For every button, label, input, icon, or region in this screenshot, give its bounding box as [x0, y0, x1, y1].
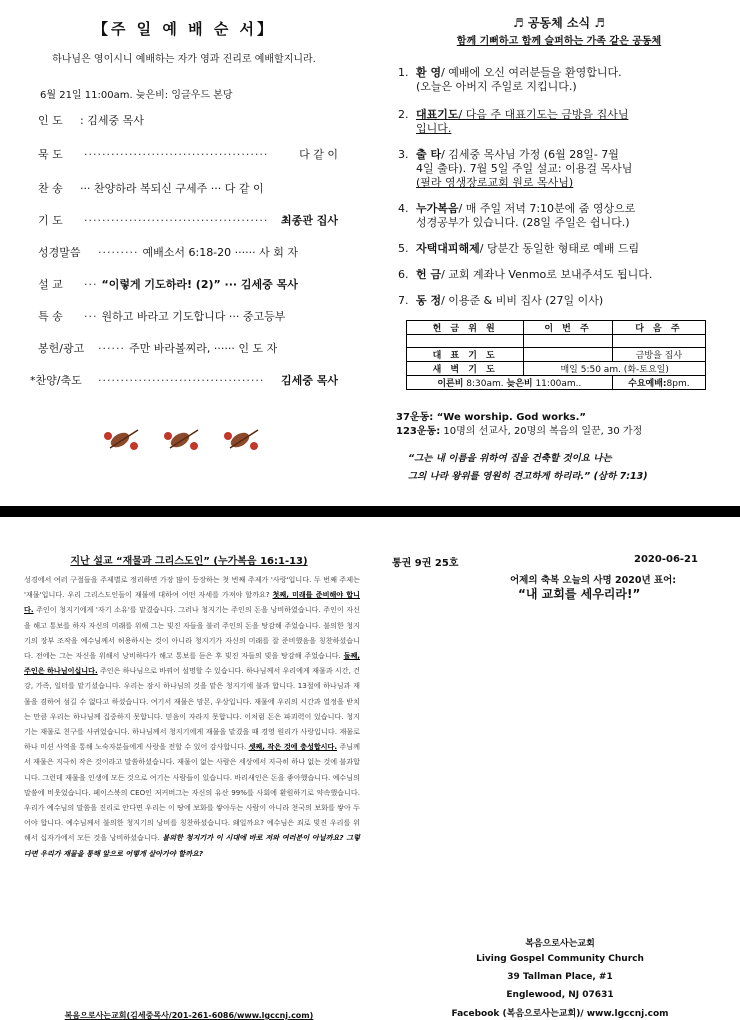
news-title: ♬ 공동체 소식 ♬	[512, 16, 605, 30]
table-header: 이 번 주	[524, 321, 612, 335]
worship-row-label: 찬 송	[38, 182, 63, 195]
news-item-text: / 이용준 & 비비 집사 (27일 이사)	[441, 294, 604, 307]
sermon-point: 둘째, 주인은 하나님이십니다.	[24, 651, 360, 676]
worship-row-benediction	[30, 372, 338, 388]
news-item-continuation: 성경공부가 있습니다. (28일 주일은 쉽니다.)	[416, 216, 630, 229]
table-cell: 새 벽 기 도	[407, 362, 524, 376]
worship-row-leader	[38, 112, 338, 128]
table-row	[407, 362, 706, 376]
table-cell	[407, 335, 524, 348]
news-item-prayer	[398, 108, 728, 136]
news-item-title: 헌 금	[416, 268, 442, 281]
worship-row-value: 최종관 집사	[281, 214, 338, 227]
service-label: 이른비	[437, 379, 464, 389]
worship-row-silent-prayer	[38, 146, 338, 162]
worship-row-value: 다 같 이	[299, 148, 338, 161]
news-item-number: 5.	[398, 242, 409, 255]
worship-row-label: 봉헌/광고	[38, 342, 85, 355]
table-cell: 대 표 기 도	[407, 348, 524, 362]
news-item-continuation: 입니다.	[416, 122, 452, 135]
worship-row-label: 설 교	[38, 278, 63, 291]
worship-row-label: 성경말씀	[38, 246, 81, 259]
table-cell	[612, 335, 705, 348]
service-label: 수요예배:	[628, 379, 667, 389]
news-item-text: / 김세중 목사님 가정 (6월 28일- 7월	[441, 148, 619, 161]
worship-date: 6월 21일 11:00am. 늦은비: 잉글우드 본당	[40, 90, 233, 101]
church-name-english: Living Gospel Community Church	[476, 954, 644, 964]
sermon-text: 주인은 하나님으로 바꿔어 설명할 수 있습니다. 하나님께서 우리에게 재물과 시간, 건강, 가족, 일터를 맡기셨습니다. 우리는 잠시 하나님의 것을 맡은 청지기에 불과 합니다. 13절에 하나님과 재물을 겸하여 섬길 수 없다고 하셨습니다. 여기서 재물은 맘몬, 우상입니다. 재물에 우리의 시간과 열정을 받치는 만큼 우리는 하나님께 집중하지 못합니다. 믿음이 자라지 못합니다. 이처럼 돈은 파괴력이 있습니다. 청지기는 재물로 친구를 사귀었습니다. 하나님께서 청지기에게 재물을 맡겼을 때 경영 원리가 사랑입니다. 재물로 하나 미션 사역을 통해 노숙자분들에게 사랑을 전할 수 있어 감사합니다.	[24, 666, 361, 752]
service-label: 늦은비	[506, 379, 533, 389]
table-header: 다 음 주	[612, 321, 705, 335]
news-item-number: 4.	[398, 202, 409, 215]
sermon-panel	[0, 520, 378, 1020]
news-subtitle: 함께 기뻐하고 함께 슬퍼하는 가족 같은 공동체	[456, 36, 662, 47]
news-item-title: 동 정	[416, 294, 442, 307]
news-item-continuation: (오늘은 아버지 주일로 지킵니다.)	[416, 80, 577, 93]
table-cell	[407, 376, 613, 390]
worship-title: 【주 일 예 배 순 서】	[92, 20, 276, 38]
news-item-number: 3.	[398, 148, 409, 161]
table-row	[407, 376, 706, 390]
news-item-number: 7.	[398, 294, 409, 307]
sermon-body	[24, 572, 360, 861]
news-item-welcome	[398, 66, 728, 94]
worship-row-label: 인 도	[38, 114, 63, 127]
worship-row-dots: ···	[84, 278, 98, 291]
worship-row-dots: ·········································	[84, 214, 269, 227]
news-item-number: 1.	[398, 66, 409, 79]
table-cell: 금방을 집사	[612, 348, 705, 362]
worship-row-prayer	[38, 212, 338, 228]
worship-row-value: “이렇게 기도하라! (2)” ··· 김세중 목사	[101, 278, 298, 291]
annual-slogan: “내 교회를 세우리라!”	[518, 587, 641, 601]
news-item-title: 누가복음	[416, 202, 459, 215]
worship-order-panel	[0, 0, 368, 500]
worship-row-value: 예배소서 6:18-20 ······ 사 회 자	[142, 246, 298, 259]
table-row	[407, 321, 706, 335]
sermon-text: 성경에서 여러 구절들을 주제별로 정리하면 가장 많이 등장하는 첫 번째 주제가 '사랑'입니다. 두 번째 주제는 '재물'입니다. 우리 그리스도인들이 재물에 대하여 어떤 자세를 가져야 할까요?	[24, 575, 360, 600]
scripture-quote	[408, 450, 728, 486]
news-item-title: 출 타	[416, 148, 442, 161]
sermon-text: 주님께서 재물은 지극히 작은 것이라고 말씀하셨습니다. 재물이 없는 사람은 세상에서 지극히 하나 없는 것에 불과합니다. 그런데 재물을 인생에 모든 것으로 여기는 사람들이 있습니다. 바리새인은 돈을 좋아했습니다. 예수님의 말씀에 비웃었습니다. 페이스북의 CEO인 저커버그는 자신의 유산 99%를 사회에 환원하기로 약속했습니다. 우리가 예수님의 말씀을 진리로 안다면 우리는 이 땅에 보화를 쌓아두는 사람이 아니라 천국의 보화를 쌓아 두어야 합니다. 예수님께서 불의한 청지기의 낭비를 칭찬하셨습니다. 왜일까요? 예수님은 죄로 빚진 우리를 위해서 십자가에서 모든 것을 낭비하셨습니다.	[24, 742, 360, 843]
worship-row-label: *찬양/축도	[30, 374, 82, 387]
table-header: 헌 금 위 원	[407, 321, 524, 335]
worship-row-value: : 김세중 목사	[80, 114, 144, 127]
news-item-offering	[398, 268, 728, 282]
news-item-text: / 다음 주 대표기도는 금방을 집사님	[458, 108, 629, 121]
church-name-korean: 복음으로사는교회	[525, 939, 595, 949]
news-item-continuation: 4일 출타). 7월 5일 주일 설교: 이용걸 목사님	[416, 162, 633, 175]
violin-roses-decoration	[100, 418, 280, 458]
sermon-footer: 복음으로사는교회(김세중목사/201-261-6086/www.lgccnj.com)	[64, 1011, 314, 1020]
campaign-text: “We worship. God works.”	[433, 412, 586, 423]
worship-row-offering	[38, 340, 338, 356]
bulletin-cover-panel	[380, 520, 740, 1020]
community-news-panel	[378, 0, 740, 500]
news-item-luke-study	[398, 202, 728, 230]
violin-rose-icon	[104, 430, 138, 450]
news-item-text: / 예배에 오신 여러분들을 환영합니다.	[441, 66, 622, 79]
church-social-link[interactable]: Facebook (복음으로사는교회)/ www.lgccnj.com	[451, 1009, 669, 1019]
table-cell	[612, 376, 705, 390]
worship-row-dots: ······	[98, 342, 125, 355]
campaign-label: 37운동:	[396, 412, 434, 423]
worship-row-value: 주만 바라볼찌라, ······ 인 도 자	[128, 342, 278, 355]
sermon-point: 셋째, 작은 것에 충성합시다.	[248, 742, 338, 752]
service-time: 8pm.	[666, 379, 690, 389]
volume-number: 통권 9권 25호	[392, 558, 459, 569]
worship-row-label: 기 도	[38, 214, 63, 227]
campaign-37	[396, 408, 736, 423]
worship-row-sermon	[38, 276, 338, 292]
sermon-point: 첫째, 미래를 준비해야 합니다.	[24, 590, 360, 615]
worship-row-dots: ·········	[98, 246, 139, 259]
violin-rose-icon	[224, 430, 258, 450]
worship-row-dots: ·····································	[98, 374, 265, 387]
news-item-text: / 매 주일 저녁 7:10분에 줌 영상으로	[458, 202, 636, 215]
campaign-label: 123운동:	[396, 426, 441, 437]
worship-row-value: 김세중 목사	[281, 374, 338, 387]
service-time: 11:00am..	[532, 379, 582, 389]
campaign-text: 10명의 선교사, 20명의 복음의 일꾼, 30 가정	[440, 426, 643, 437]
news-item-title: 자택대피해제	[416, 242, 480, 255]
worship-row-label: 특 송	[38, 310, 63, 323]
table-cell: 매일 5:50 am. (화-토요일)	[524, 362, 706, 376]
news-item-text: / 교회 계좌나 Venmo로 보내주셔도 됩니다.	[441, 268, 653, 281]
sermon-title: 지난 설교 “재물과 그리스도인” (누가복음 16:1-13)	[70, 556, 308, 567]
worship-row-scripture	[38, 244, 338, 260]
news-item-travel	[398, 148, 728, 190]
church-address-line2: Englewood, NJ 07631	[506, 990, 614, 1000]
church-address-line1: 39 Tallman Place, #1	[507, 972, 613, 982]
table-cell	[524, 335, 612, 348]
worship-row-hymn	[38, 180, 338, 196]
sermon-text: 주인이 청지기에게 '자기 소유'를 맡겼습니다. 그러나 청지기는 주인의 돈을 낭비하였습니다. 주인이 자신을 해고 통보를 하자 자신의 미래를 위해 그는 빚진 자들을 불러 주인의 돈을 탕감해 주었습니다. 불의한 청지기의 장부 조작을 예수님께서 허용하시는 것이 아니라 청지기가 자신의 미래를 잘 준비했음을 칭찬하셨습니다. 전에는 그는 자신을 위해서 낭비하다가 해고 통보를 듣은 후 빚진 자들의 빚을 탕감해 주었습니다.	[24, 605, 360, 661]
violin-rose-icon	[164, 430, 198, 450]
worship-row-dots: ·········································	[84, 148, 269, 161]
quote-line: 그의 나라 왕위를 영원히 견고하게 하리라.” (삼하 7:13)	[408, 471, 648, 482]
news-item-title: 대표기도	[416, 108, 459, 121]
bulletin-date: 2020-06-21	[634, 554, 698, 565]
news-item-title: 환 영	[416, 66, 442, 79]
worship-row-special-song	[38, 308, 338, 324]
annual-motto: 어제의 축복 오늘의 사명 2020년 표어:	[510, 575, 677, 586]
table-cell	[524, 348, 612, 362]
news-item-continuation: (필라 영생장로교회 원로 목사님)	[416, 176, 574, 189]
worship-row-value: 원하고 바라고 기도합니다 ··· 중고등부	[101, 310, 286, 323]
news-item-number: 2.	[398, 108, 409, 121]
quote-line: “그는 내 이름을 위하여 집을 건축할 것이요 나는	[408, 453, 612, 464]
sermon-closing: 불의한 청지기가 이 시대에 바로 저와 여러분이 아닐까요? 그렇다면 우리가 재물을 통해 앞으로 어떻게 살아가야 할까요?	[24, 833, 360, 858]
table-row	[407, 335, 706, 348]
campaign-123	[396, 422, 736, 437]
news-item-members	[398, 294, 728, 308]
worship-row-value: ··· 찬양하라 복되신 구세주 ··· 다 같 이	[80, 182, 264, 195]
news-item-shelter-lift	[398, 242, 728, 256]
news-item-number: 6.	[398, 268, 409, 281]
offering-committee-table	[406, 320, 706, 390]
section-divider	[0, 506, 740, 517]
table-row	[407, 348, 706, 362]
worship-row-label: 묵 도	[38, 148, 63, 161]
service-time: 8:30am.	[463, 379, 507, 389]
news-item-text: / 당분간 동일한 형태로 예배 드림	[479, 242, 640, 255]
worship-row-dots: ···	[84, 310, 98, 323]
worship-verse: 하나님은 영이시니 예배하는 자가 영과 진리로 예배할지니라.	[52, 54, 316, 65]
